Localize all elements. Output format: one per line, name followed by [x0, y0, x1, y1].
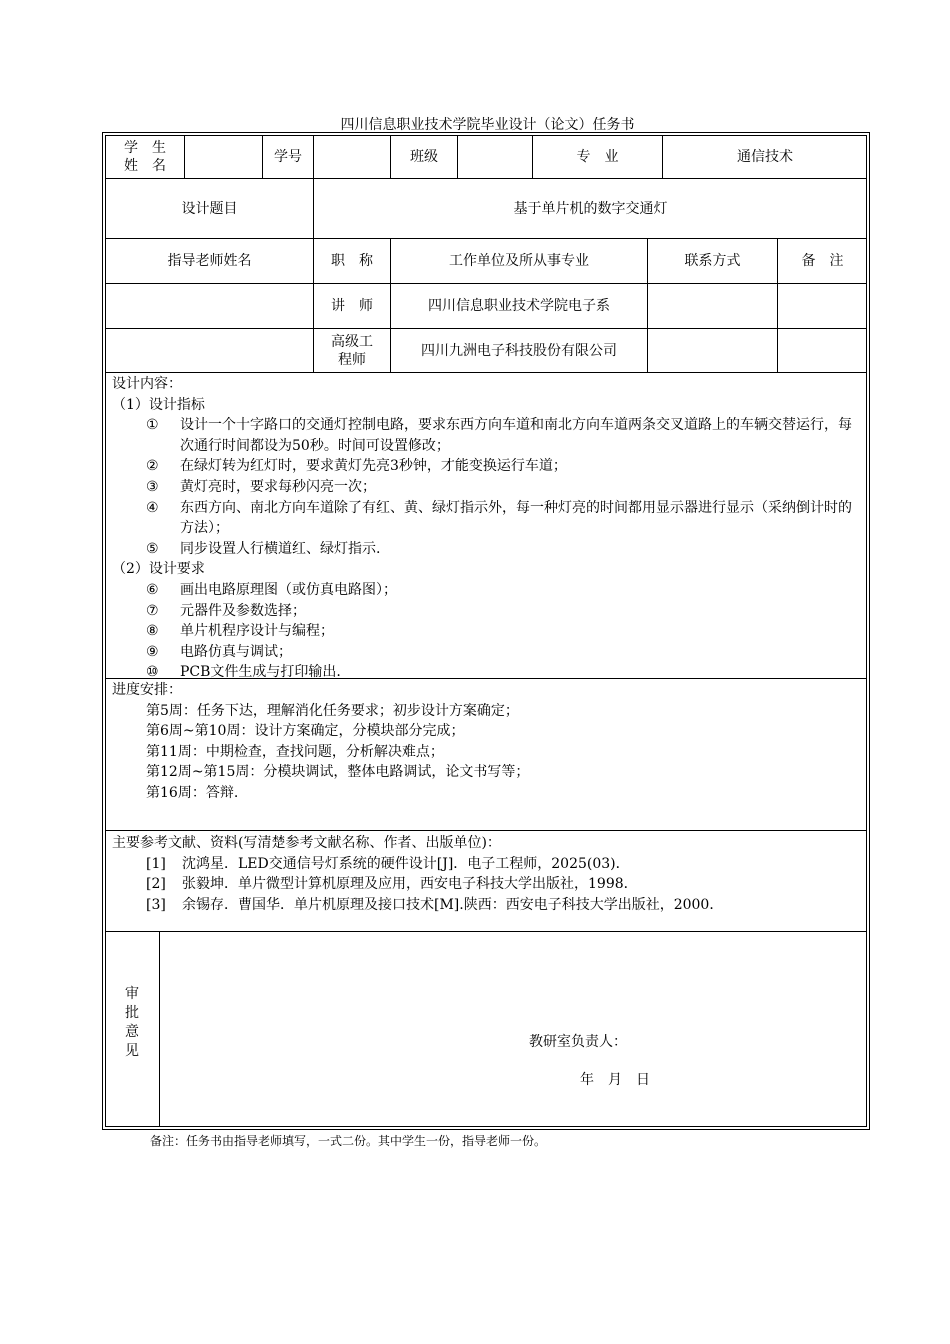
list-item — [146, 895, 862, 916]
advisor-2-title-line2: 程师 — [338, 351, 366, 368]
design-section — [112, 374, 862, 683]
approval-label-char: 审 — [125, 986, 139, 1002]
student-name-label — [106, 136, 184, 178]
ref-text: 余锡存．曹国华．单片机原理及接口技术[M].陕西：西安电子科技大学出版社，2000． — [182, 896, 724, 913]
approval-label-char: 意 — [125, 1024, 139, 1040]
item-number: ③ — [146, 478, 159, 495]
item-number: ② — [146, 458, 159, 475]
advisor-unit-header: 工作单位及所从事专业 — [449, 253, 589, 269]
ref-text: 张毅坤．单片微型计算机原理及应用，西安电子科技大学出版社，1998． — [182, 876, 638, 893]
student-name-label-line1: 学 生 — [124, 140, 166, 156]
design-indicators-list — [112, 415, 862, 559]
rule — [105, 830, 867, 831]
design-part1-heading: （1）设计指标 — [112, 396, 205, 413]
advisor-1-title: 讲 师 — [331, 298, 373, 314]
item-text: 同步设置人行横道红、绿灯指示. — [180, 540, 381, 557]
rule — [105, 931, 867, 932]
design-requirements-list — [112, 580, 862, 683]
advisor-2-contact[interactable] — [648, 329, 777, 372]
item-text: 画出电路原理图（或仿真电路图）； — [180, 581, 397, 598]
references-list — [112, 854, 862, 916]
student-name-value[interactable] — [185, 136, 262, 178]
advisor-2-unit: 四川九洲电子科技股份有限公司 — [421, 342, 617, 359]
document-title: 四川信息职业技术学院毕业设计（论文）任务书 — [340, 117, 635, 133]
item-number: ⑤ — [146, 540, 159, 557]
item-number: ⑥ — [146, 581, 159, 598]
advisor-1-contact[interactable] — [648, 284, 777, 328]
advisor-remark-header: 备 注 — [801, 253, 844, 269]
list-item — [146, 415, 862, 456]
list-item: 第6周~第10周：设计方案确定，分模块部分完成； — [146, 723, 465, 740]
list-item — [146, 456, 862, 477]
item-text: 单片机程序设计与编程； — [180, 623, 334, 640]
list-item — [146, 539, 862, 560]
approval-label-char: 批 — [125, 1005, 139, 1021]
item-text: 在绿灯转为红灯时，要求黄灯先亮3秒钟，才能变换运行车道； — [180, 458, 567, 475]
ref-number: [1] — [146, 855, 166, 872]
item-text: 黄灯亮时，要求每秒闪亮一次； — [180, 478, 376, 495]
design-heading: 设计内容： — [112, 376, 182, 392]
item-number: ① — [146, 417, 159, 434]
advisor-contact-header: 联系方式 — [684, 253, 741, 269]
student-id-value[interactable] — [314, 136, 390, 178]
list-item — [146, 601, 862, 622]
advisor-1-name[interactable] — [106, 284, 313, 328]
list-item: 第12周~第15周：分模块调试，整体电路调试，论文书写等； — [146, 764, 530, 781]
list-item — [146, 854, 862, 875]
advisor-1-unit: 四川信息职业技术学院电子系 — [428, 298, 610, 314]
list-item — [146, 874, 862, 895]
item-number: ⑦ — [146, 602, 159, 619]
director-signature-label: 教研室负责人： — [529, 1034, 627, 1050]
list-item — [146, 580, 862, 601]
list-item: 第11周：中期检查，查找问题，分析解决难点； — [146, 743, 444, 760]
advisor-2-remark[interactable] — [778, 329, 867, 372]
advisor-name-header: 指导老师姓名 — [167, 253, 252, 269]
item-text: PCB文件生成与打印输出. — [180, 664, 341, 681]
list-item — [146, 477, 862, 498]
item-text: 东西方向、南北方向车道除了有红、黄、绿灯指示外，每一种灯亮的时间都用显示器进行显示（采纳倒计时的方法）； — [180, 499, 852, 537]
footnote: 备注：任务书由指导老师填写，一式二份。其中学生一份，指导老师一份。 — [150, 1134, 547, 1148]
list-item — [146, 642, 862, 663]
item-text: 元器件及参数选择； — [180, 602, 306, 619]
advisor-2-name[interactable] — [106, 329, 313, 372]
list-item: 第5周：任务下达，理解消化任务要求；初步设计方案确定； — [146, 702, 519, 719]
schedule-section — [112, 680, 862, 804]
approval-label — [105, 985, 159, 1061]
item-number: ⑨ — [146, 643, 159, 660]
schedule-list — [112, 701, 862, 804]
references-heading: 主要参考文献、资料(写清楚参考文献名称、作者、出版单位)： — [112, 835, 501, 851]
list-item — [146, 498, 862, 539]
item-text: 设计一个十字路口的交通灯控制电路，要求东西方向车道和南北方向车道两条交叉道路上的车辆交替运行，每次通行时间都设为50秒。时间可设置修改； — [180, 417, 852, 454]
list-item: 第16周：答辩. — [146, 784, 239, 801]
item-number: ⑩ — [146, 664, 159, 681]
ref-number: [3] — [146, 896, 166, 913]
advisor-2-title — [314, 329, 390, 372]
item-number: ④ — [146, 499, 159, 516]
topic-value: 基于单片机的数字交通灯 — [513, 200, 668, 217]
rule — [105, 372, 867, 373]
ref-text: 沈鸿星．LED交通信号灯系统的硬件设计[J]．电子工程师，2025(03)． — [182, 855, 630, 872]
list-item — [146, 621, 862, 642]
references-section — [112, 833, 862, 915]
topic-label: 设计题目 — [181, 200, 238, 217]
rule — [159, 931, 160, 1127]
advisor-1-remark[interactable] — [778, 284, 867, 328]
class-value[interactable] — [458, 136, 532, 178]
item-number: ⑧ — [146, 623, 159, 640]
item-text: 电路仿真与调试； — [180, 643, 292, 660]
student-name-label-line2: 姓 名 — [124, 158, 166, 174]
student-id-label: 学号 — [274, 149, 302, 165]
design-part2-heading: （2）设计要求 — [112, 561, 205, 578]
class-label: 班级 — [410, 149, 438, 165]
advisor-2-title-line1: 高级工 — [331, 333, 373, 350]
schedule-heading: 进度安排： — [112, 682, 182, 698]
major-label: 专 业 — [576, 149, 619, 165]
advisor-title-header: 职 称 — [331, 253, 373, 269]
major-value: 通信技术 — [737, 149, 793, 165]
approval-label-char: 见 — [125, 1043, 139, 1059]
ref-number: [2] — [146, 876, 166, 893]
approval-date: 年 月 日 — [580, 1072, 650, 1088]
